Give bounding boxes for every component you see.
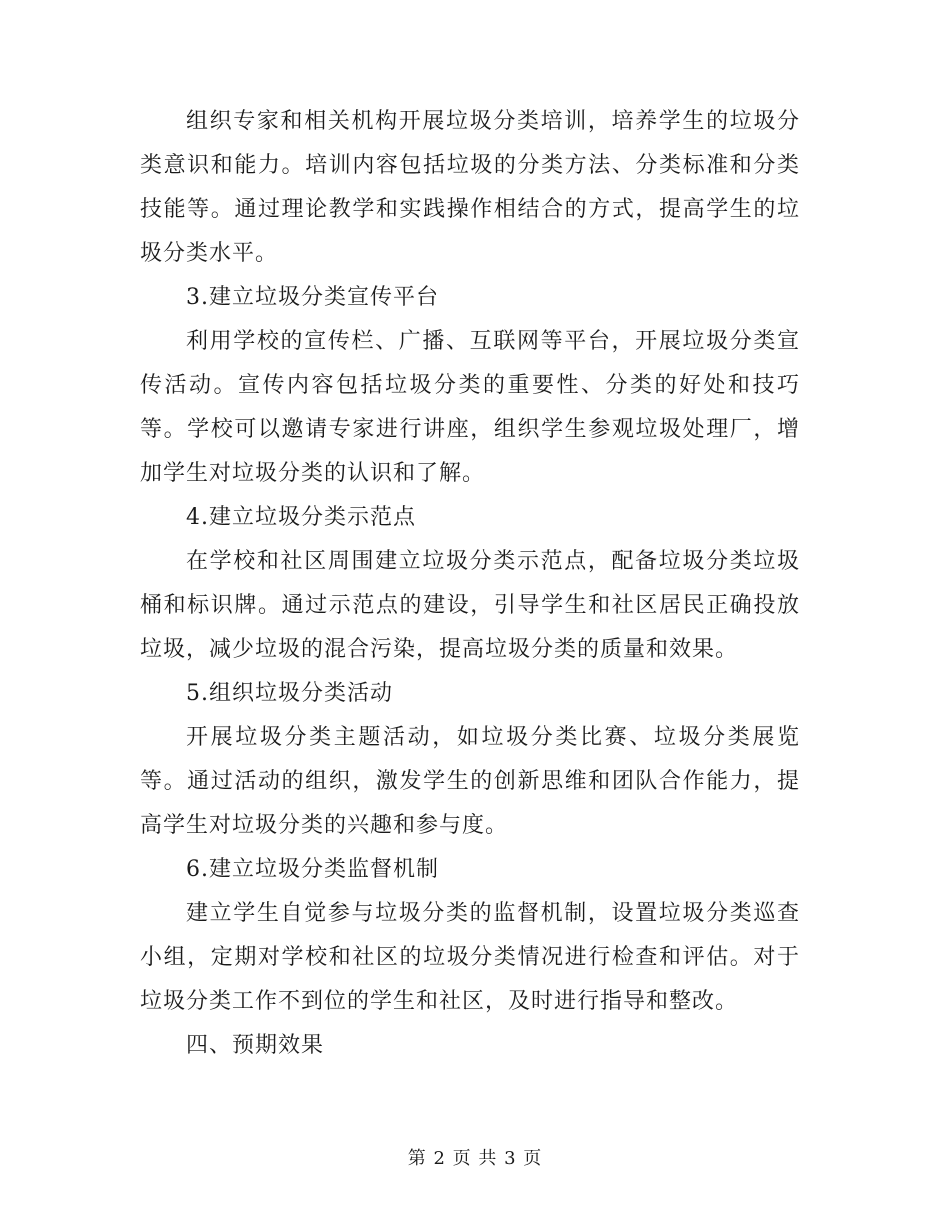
paragraph-publicity: 利用学校的宣传栏、广播、互联网等平台，开展垃圾分类宣传活动。宣传内容包括垃圾分类的重要性、分类的好处和技巧等。学校可以邀请专家进行讲座，组织学生参观垃圾处理厂，增加学生对垃圾分类的认识和了解。	[140, 329, 800, 486]
page-number-footer: 第 2 页 共 3 页	[407, 1148, 543, 1169]
section-heading-3: 3.建立垃圾分类宣传平台	[186, 285, 439, 310]
paragraph-demonstration: 在学校和社区周围建立垃圾分类示范点，配备垃圾分类垃圾桶和标识牌。通过示范点的建设，引导学生和社区居民正确投放垃圾，减少垃圾的混合污染，提高垃圾分类的质量和效果。	[140, 549, 800, 662]
section-heading-6: 6.建立垃圾分类监督机制	[186, 857, 439, 882]
paragraph-supervision: 建立学生自觉参与垃圾分类的监督机制，设置垃圾分类巡查小组，定期对学校和社区的垃圾分类情况进行检查和评估。对于垃圾分类工作不到位的学生和社区，及时进行指导和整改。	[140, 901, 800, 1014]
paragraph-training: 组织专家和相关机构开展垃圾分类培训，培养学生的垃圾分类意识和能力。培训内容包括垃圾的分类方法、分类标准和分类技能等。通过理论教学和实践操作相结合的方式，提高学生的垃圾分类水平。	[140, 109, 800, 266]
document-body	[140, 100, 800, 1068]
paragraph-activities: 开展垃圾分类主题活动，如垃圾分类比赛、垃圾分类展览等。通过活动的组织，激发学生的创新思维和团队合作能力，提高学生对垃圾分类的兴趣和参与度。	[140, 725, 800, 838]
section-heading-5: 5.组织垃圾分类活动	[186, 681, 393, 706]
section-heading-expected-results: 四、预期效果	[186, 1033, 325, 1058]
section-heading-4: 4.建立垃圾分类示范点	[186, 505, 416, 530]
